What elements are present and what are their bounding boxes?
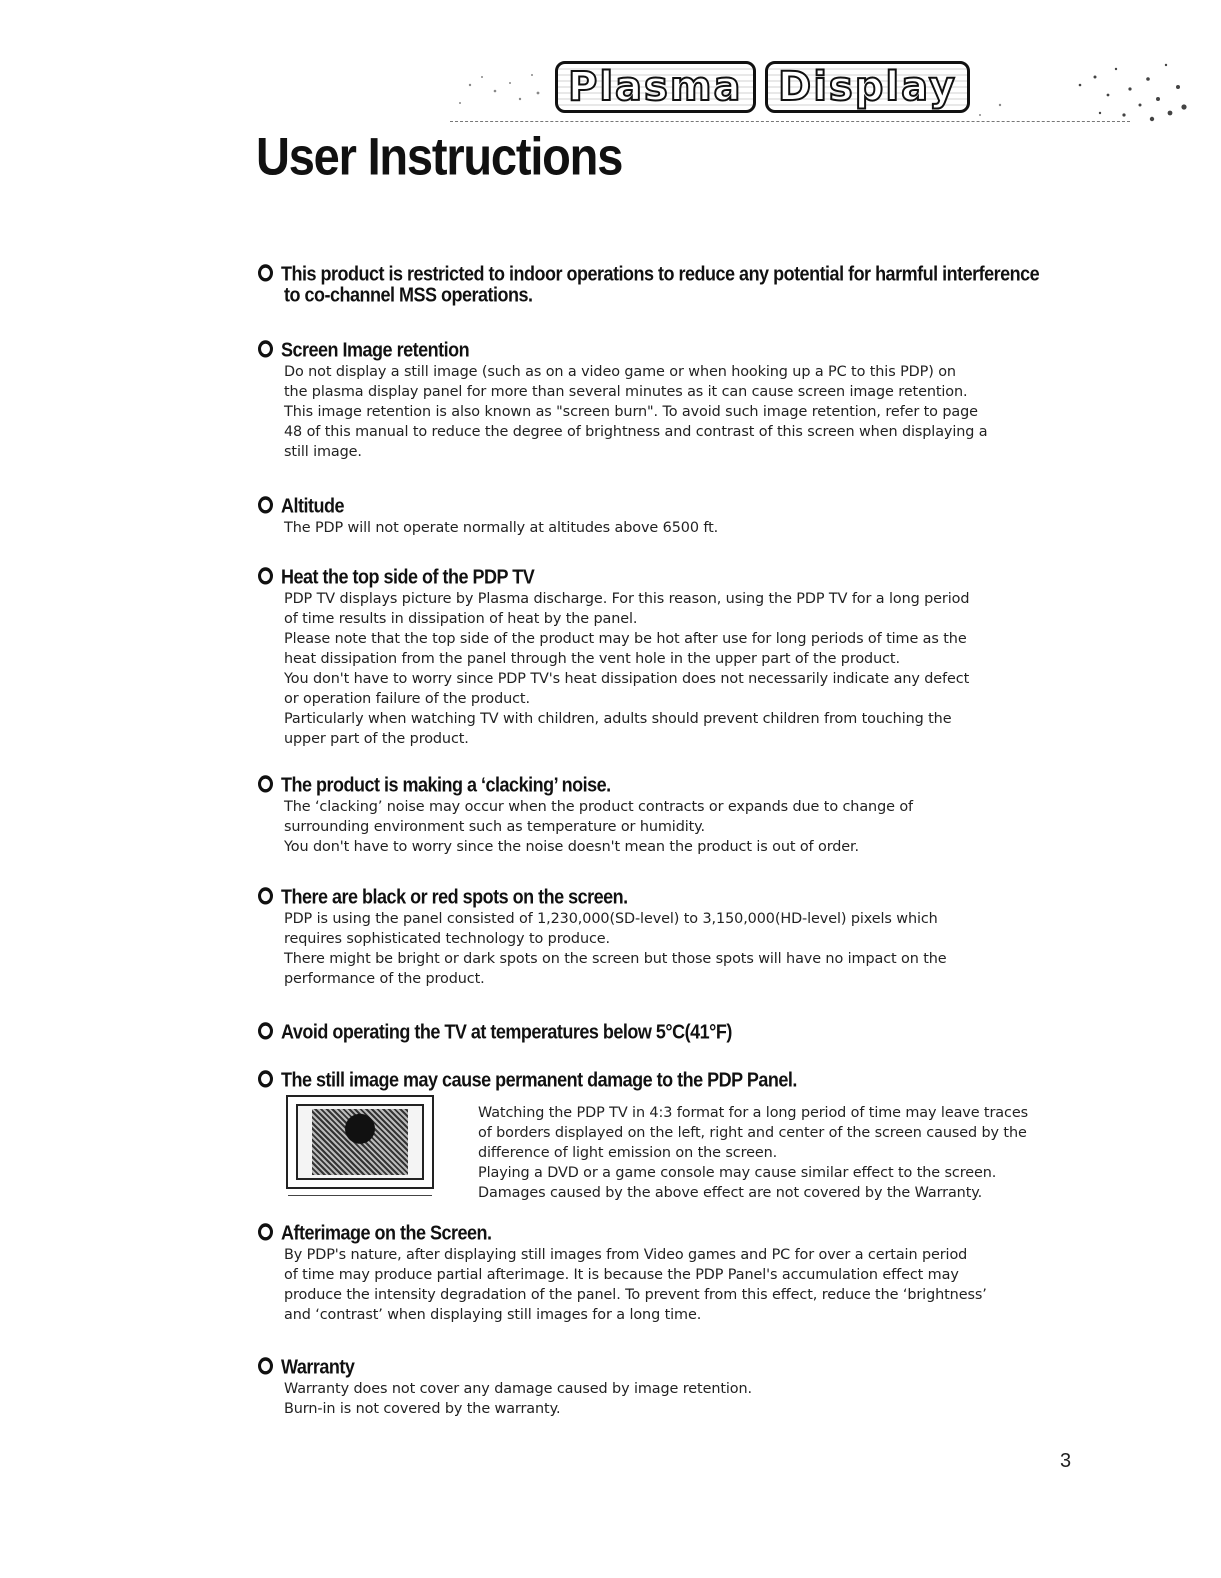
section-heat-top-side (258, 565, 1071, 749)
plasma-display-banner (440, 55, 1190, 130)
page-title: User Instructions (256, 126, 623, 186)
halftone-decoration (440, 55, 1190, 130)
still-image-body: Watching the PDP TV in 4:3 format for a long period of time may leave traces of borders displayed on the left, right and center of the screen caused by the difference of light emission on the screen. Playing a DVD or a game console may cause similar effect to the screen. Damages caused by the above effect are not covered by the Warranty. (478, 1105, 1028, 1201)
banner-word-display: Display (765, 61, 970, 113)
bullet-icon (258, 496, 273, 513)
section-afterimage (258, 1221, 1071, 1325)
section-heading: Afterimage on the Screen. (258, 1221, 1071, 1245)
section-heading: There are black or red spots on the screen. (258, 885, 1071, 909)
bullet-icon (258, 1223, 273, 1240)
section-heading: The product is making a ‘clacking’ noise. (258, 773, 1071, 797)
section-black-red-spots (258, 885, 1071, 989)
section-body: The PDP will not operate normally at altitudes above 6500 ft. (284, 520, 719, 536)
section-body: PDP TV displays picture by Plasma discharge. For this reason, using the PDP TV for a long period of time results in dissipation of heat by the panel. Please note that the top side of the product may be hot after use for long periods of time as the heat dissipation from the panel through the vent hole in the upper part of the product. You don't have to worry since PDP TV's heat dissipation does not necessarily indicate any defect or operation failure of the product. Particularly when watching TV with children, adults should prevent children from touching the upper part of the product. (284, 591, 970, 747)
intro-notice (258, 262, 1071, 304)
section-altitude (258, 494, 1071, 538)
section-warranty (258, 1355, 1071, 1419)
bullet-icon (258, 1022, 273, 1039)
banner-word-plasma: Plasma (555, 61, 756, 113)
intro-heading: This product is restricted to indoor operations to reduce any potential for harmful interference (258, 262, 1071, 286)
section-heading: Screen Image retention (258, 338, 1071, 362)
tree-image-icon (312, 1109, 408, 1175)
section-heading: The still image may cause permanent damage to the PDP Panel. (258, 1068, 1071, 1092)
section-body: The ‘clacking’ noise may occur when the product contracts or expands due to change of surrounding environment such as temperature or humidity. You don't have to worry since the noise doesn't mean the product is out of order. (284, 799, 914, 855)
bullet-icon (258, 567, 273, 584)
section-temperature (258, 1020, 1071, 1041)
section-heading: Altitude (258, 494, 1071, 518)
section-body: Do not display a still image (such as on a video game or when hooking up a PC to this PDP) on the plasma display panel for more than several minutes as it can cause screen image retention. This image retention is also known as "screen burn". To avoid such image retention, refer to page 48 of this manual to reduce the degree of brightness and contrast of this screen when displaying a still image. (284, 364, 988, 460)
tv-screen-illustration (286, 1095, 434, 1189)
page-number: 3 (1060, 1450, 1072, 1472)
illustration-underline (288, 1195, 432, 1196)
intro-heading-cont: to co-channel MSS operations. (284, 283, 533, 306)
section-body: By PDP's nature, after displaying still images from Video games and PC for over a certain period of time may produce partial afterimage. It is because the PDP Panel's accumulation effect may produce the intensity degradation of the panel. To prevent from this effect, reduce the ‘brightness’ and ‘contrast’ when displaying still images for a long time. (284, 1247, 987, 1323)
section-screen-image-retention (258, 338, 1071, 462)
section-heading: Heat the top side of the PDP TV (258, 565, 1071, 589)
bullet-icon (258, 1070, 273, 1087)
section-heading: Avoid operating the TV at temperatures below 5°C(41°F) (258, 1020, 1071, 1044)
tv-frame (296, 1104, 424, 1180)
section-heading: Warranty (258, 1355, 1071, 1379)
bullet-icon (258, 1357, 273, 1374)
bullet-icon (258, 887, 273, 904)
bullet-icon (258, 775, 273, 792)
section-clacking-noise (258, 773, 1071, 857)
section-body: PDP is using the panel consisted of 1,230,000(SD-level) to 3,150,000(HD-level) pixels which requires sophisticated technology to produce. There might be bright or dark spots on the screen but those spots will have no impact on the performance of the product. (284, 911, 947, 987)
section-body: Warranty does not cover any damage caused by image retention. Burn-in is not covered by the warranty. (284, 1381, 752, 1417)
section-still-image-damage (258, 1068, 1071, 1089)
bullet-icon (258, 340, 273, 357)
bullet-icon (258, 264, 273, 281)
